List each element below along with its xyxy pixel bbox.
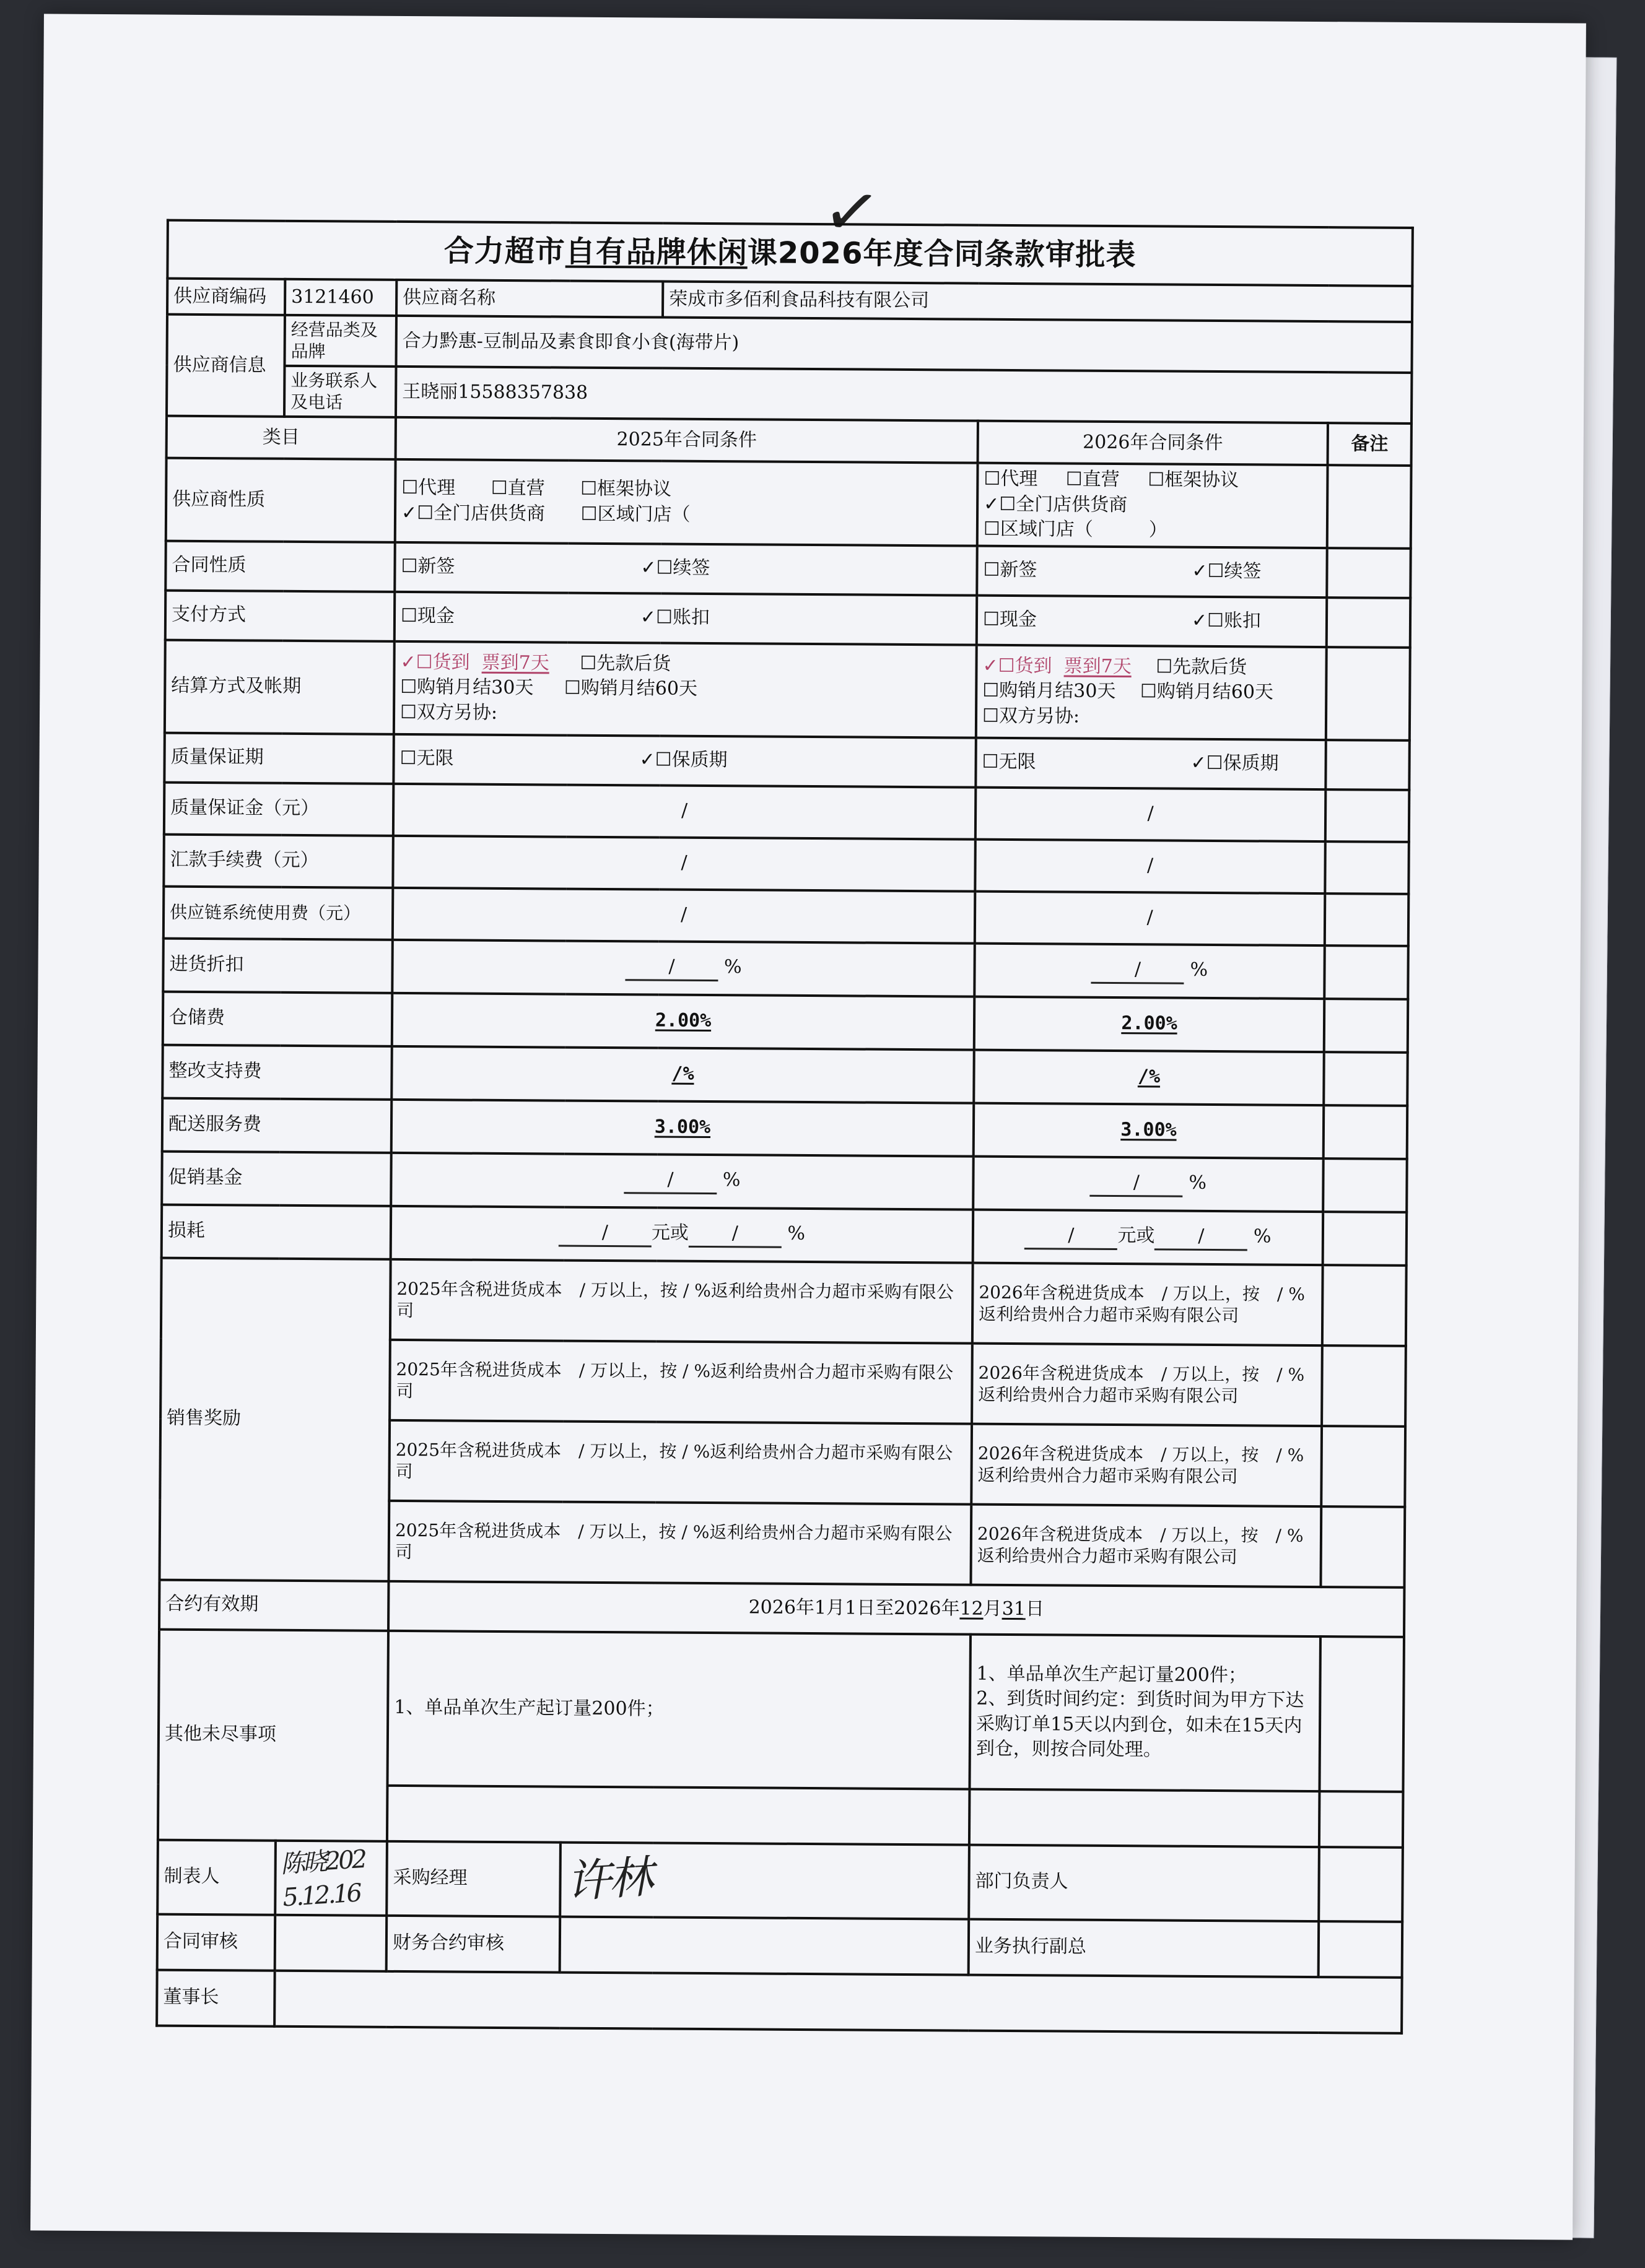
title-separator: 课 <box>747 235 779 271</box>
option-on-arrival: ☐货到 <box>416 651 470 674</box>
reward-2026-tier: 2026年含税进货成本 / 万以上，按 / %返利给贵州合力超市采购有限公司 <box>972 1343 1322 1425</box>
remark-cell <box>1327 597 1411 648</box>
column-header-2026: 2026年合同条件 <box>978 421 1328 465</box>
other-2026: 1、单品单次生产起订量200件； 2、到货时间约定：到货时间为甲方下达采购订单15天以内到仓，如未在15天内到仓，则按合同处理。 <box>969 1634 1320 1791</box>
nature-2026 <box>977 463 1328 548</box>
category-brand-label: 经营品类及品牌 <box>284 315 396 367</box>
reward-2025-tier: 2025年含税进货成本 / 万以上，按 / %返利给贵州合力超市采购有限公司 <box>389 1420 972 1504</box>
percent-unit: % <box>1253 1225 1272 1248</box>
option-invoice-7-days: 票到7天 <box>1063 655 1132 677</box>
validity-month: 12 <box>959 1597 984 1620</box>
row-label-settlement: 结算方式及帐期 <box>165 640 395 734</box>
reward-2026-tier: 2026年含税进货成本 / 万以上，按 / %返利给贵州合力超市采购有限公司 <box>972 1262 1323 1345</box>
option-shelf-life: ☐保质期 <box>1206 752 1279 775</box>
discount-2026 <box>974 943 1325 998</box>
percent-unit: % <box>723 955 742 978</box>
validity-day: 31 <box>1001 1598 1026 1620</box>
remark-cell <box>1322 1345 1406 1427</box>
dept-head-signature-cell <box>1319 1847 1403 1922</box>
row-label-payment: 支付方式 <box>165 590 395 641</box>
remark-cell <box>1321 1426 1405 1507</box>
option-renew: ☐续签 <box>656 557 710 580</box>
contact-label: 业务联系人及电话 <box>284 366 396 417</box>
percent-unit: % <box>1190 958 1208 981</box>
remark-cell <box>1320 1506 1405 1588</box>
remark-cell <box>1324 945 1408 999</box>
supplier-info-label: 供应商信息 <box>167 315 285 417</box>
option-agent: ☐代理 <box>984 467 1038 490</box>
loss-or-text: 元或 <box>651 1222 689 1244</box>
rectify-value: /% <box>1137 1066 1161 1088</box>
tick-mark: ✓ <box>639 749 655 771</box>
quality-period-2025 <box>393 734 975 787</box>
tick-mark: ✓ <box>1191 610 1208 632</box>
row-label-nature: 供应商性质 <box>166 458 396 542</box>
option-cash: ☐现金 <box>982 608 1037 631</box>
option-other-agreement: ☐双方另协: <box>982 705 1080 728</box>
option-regional-stores: ☐区域门店（ <box>580 503 691 526</box>
delivery-value: 3.00% <box>654 1116 711 1139</box>
option-prepay: ☐先款后货 <box>580 652 671 675</box>
row-label-rectify: 整改支持费 <box>162 1045 392 1099</box>
row-label-validity: 合约有效期 <box>159 1579 388 1630</box>
remark-cell <box>1324 1105 1408 1159</box>
remark-cell <box>1323 1158 1407 1212</box>
percent-unit: % <box>722 1168 741 1191</box>
row-label-reward: 销售奖励 <box>160 1258 391 1581</box>
row-label-supply-chain-fee: 供应链系统使用费（元） <box>164 886 393 939</box>
quality-deposit-2026: / <box>975 787 1326 841</box>
supplier-code-label: 供应商编码 <box>167 279 285 315</box>
rectify-2025 <box>391 1046 974 1103</box>
validity-month-unit: 月 <box>983 1597 1002 1620</box>
chairman-label: 董事长 <box>157 1970 275 2026</box>
supply-chain-fee-2025: / <box>393 887 975 943</box>
tick-mark: ✓ <box>401 502 417 524</box>
finance-review-label: 财务合约审核 <box>386 1915 561 1972</box>
loss-amount: / <box>559 1220 652 1247</box>
quality-deposit-2025: / <box>393 783 975 839</box>
remark-cell <box>1326 647 1410 741</box>
percent-unit: % <box>787 1222 806 1245</box>
option-monthly-60: ☐购销月结60天 <box>1140 680 1274 703</box>
option-framework: ☐框架协议 <box>580 477 672 500</box>
nature-2025 <box>395 459 978 545</box>
payment-2025 <box>395 591 977 645</box>
remark-cell <box>1319 1791 1403 1848</box>
delivery-2025 <box>391 1099 974 1156</box>
maker-signature: 陈晓2025.12.16 <box>279 1844 366 1912</box>
contact-value: 王晓丽15588357838 <box>396 367 1412 424</box>
contract-review-label: 合同审核 <box>157 1914 276 1970</box>
contract-2026 <box>977 545 1327 597</box>
loss-2025 <box>391 1206 974 1262</box>
column-header-2025: 2025年合同条件 <box>396 417 978 463</box>
other-2025: 1、单品单次生产起订量200件； <box>387 1630 971 1789</box>
option-regional-stores: ☐区域门店（ ） <box>983 518 1167 541</box>
contract-review-signature-cell <box>275 1914 387 1971</box>
option-prepay: ☐先款后货 <box>1156 656 1247 679</box>
loss-2026 <box>973 1209 1324 1264</box>
purchase-manager-signature-cell <box>560 1842 969 1919</box>
remark-cell <box>1325 789 1410 842</box>
row-label-storage: 仓储费 <box>163 991 393 1046</box>
option-invoice-7-days: 票到7天 <box>481 651 549 674</box>
payment-2026 <box>977 595 1327 646</box>
reward-2025-tier: 2025年含税进货成本 / 万以上，按 / %返利给贵州合力超市采购有限公司 <box>390 1339 972 1423</box>
storage-value: 2.00% <box>655 1009 712 1032</box>
settlement-2026 <box>976 645 1327 739</box>
remark-cell <box>1325 841 1409 894</box>
option-direct: ☐直营 <box>1065 468 1120 491</box>
option-direct: ☐直营 <box>491 477 545 500</box>
supplier-name-value: 荣成市多佰利食品科技有限公司 <box>663 282 1412 322</box>
row-label-contract: 合同性质 <box>165 541 395 591</box>
remit-fee-2026: / <box>975 839 1325 893</box>
option-all-stores: ☐全门店供货商 <box>417 502 546 525</box>
loss-percent: / <box>689 1221 782 1248</box>
remark-cell <box>1319 1636 1404 1792</box>
row-label-quality-deposit: 质量保证金（元） <box>164 782 394 835</box>
storage-value: 2.00% <box>1121 1012 1177 1035</box>
category-brand-value: 合力黔惠-豆制品及素食即食小食(海带片) <box>396 316 1412 373</box>
option-other-agreement: ☐双方另协: <box>399 701 498 724</box>
quality-period-2026 <box>975 737 1325 789</box>
remit-fee-2025: / <box>393 835 975 891</box>
tick-mark: ✓ <box>400 651 416 673</box>
delivery-value: 3.00% <box>1120 1119 1177 1141</box>
validity-day-unit: 日 <box>1025 1598 1044 1620</box>
loss-or-text: 元或 <box>1117 1224 1155 1247</box>
option-deduction: ☐账扣 <box>655 606 710 629</box>
maker-label: 制表人 <box>157 1840 276 1914</box>
tick-mark: ✓ <box>982 654 998 677</box>
other-2025-blank <box>387 1785 970 1844</box>
row-label-promo: 促销基金 <box>162 1151 391 1206</box>
remark-cell <box>1324 999 1408 1053</box>
rectify-2026 <box>974 1049 1324 1105</box>
tick-mark: ✓ <box>640 606 657 628</box>
title-prefix: 合力超市 <box>443 233 566 269</box>
loss-amount: / <box>1024 1223 1117 1250</box>
title-suffix: 2026年度合同条款审批表 <box>777 235 1137 272</box>
remark-cell <box>1325 740 1410 790</box>
handwritten-check-mark: ✓ <box>818 168 886 256</box>
settlement-2025 <box>394 641 977 737</box>
discount-2025 <box>392 939 975 996</box>
remark-cell <box>1325 893 1409 946</box>
tick-mark: ✓ <box>640 557 657 579</box>
option-new: ☐新签 <box>983 558 1037 581</box>
dept-head-label: 部门负责人 <box>969 1844 1319 1921</box>
supply-chain-fee-2026: / <box>975 891 1325 945</box>
row-label-other: 其他未尽事项 <box>158 1629 388 1841</box>
column-header-remark: 备注 <box>1328 423 1412 466</box>
row-label-remit-fee: 汇款手续费（元） <box>164 834 393 887</box>
loss-percent: / <box>1154 1223 1247 1251</box>
tick-mark: ✓ <box>1192 560 1208 583</box>
option-monthly-30: ☐购销月结30天 <box>982 679 1116 703</box>
option-unlimited: ☐无限 <box>399 747 454 770</box>
promo-value: / <box>1090 1170 1183 1197</box>
maker-signature-cell <box>275 1840 387 1915</box>
option-agent: ☐代理 <box>401 477 456 499</box>
purchase-manager-label: 采购经理 <box>386 1841 561 1916</box>
validity-value <box>388 1581 1405 1636</box>
delivery-2026 <box>974 1103 1324 1158</box>
vp-label: 业务执行副总 <box>969 1919 1319 1976</box>
reward-2026-tier: 2026年含税进货成本 / 万以上，按 / %返利给贵州合力超市采购有限公司 <box>971 1504 1321 1586</box>
form-title <box>167 220 1413 286</box>
row-label-discount: 进货折扣 <box>163 938 393 993</box>
tick-mark: ✓ <box>1190 752 1206 775</box>
promo-2025 <box>391 1152 974 1209</box>
discount-value: / <box>625 954 718 981</box>
contract-2025 <box>395 542 977 595</box>
remark-cell <box>1327 465 1412 548</box>
storage-2025 <box>392 993 975 1049</box>
form-sheet <box>30 14 1586 2240</box>
approval-form <box>155 219 1412 2035</box>
remark-cell <box>1327 548 1411 598</box>
option-monthly-60: ☐购销月结60天 <box>564 677 698 700</box>
option-all-stores: ☐全门店供货商 <box>999 493 1128 516</box>
supplier-code-value: 3121460 <box>285 279 396 316</box>
option-monthly-30: ☐购销月结30天 <box>400 676 534 699</box>
supplier-name-label: 供应商名称 <box>396 280 663 318</box>
row-label-delivery: 配送服务费 <box>162 1098 392 1152</box>
purchase-manager-signature: 许林 <box>564 1850 653 1908</box>
column-header-category: 类目 <box>167 416 396 459</box>
chairman-signature-cell <box>274 1970 1402 2033</box>
row-label-quality-period: 质量保证期 <box>164 732 393 783</box>
discount-value: / <box>1091 957 1184 984</box>
option-deduction: ☐账扣 <box>1206 610 1262 632</box>
remark-cell <box>1323 1212 1407 1266</box>
storage-2026 <box>974 996 1325 1051</box>
promo-2026 <box>973 1156 1324 1211</box>
reward-2025-tier: 2025年含税进货成本 / 万以上，按 / %返利给贵州合力超市采购有限公司 <box>389 1500 972 1584</box>
option-new: ☐新签 <box>401 555 455 578</box>
option-renew: ☐续签 <box>1207 560 1262 583</box>
option-cash: ☐现金 <box>400 605 455 627</box>
percent-unit: % <box>1189 1171 1207 1194</box>
option-unlimited: ☐无限 <box>982 750 1036 773</box>
reward-2025-tier: 2025年含税进货成本 / 万以上，按 / %返利给贵州合力超市采购有限公司 <box>390 1259 973 1343</box>
remark-cell <box>1322 1265 1407 1346</box>
rectify-value: /% <box>671 1062 694 1085</box>
finance-review-signature-cell <box>560 1916 969 1975</box>
approval-table <box>155 219 1414 2035</box>
option-framework: ☐框架协议 <box>1148 469 1239 492</box>
validity-start: 2026年1月1日至2026年 <box>748 1596 960 1620</box>
promo-value: / <box>624 1167 717 1194</box>
row-label-loss: 损耗 <box>162 1204 391 1259</box>
title-department: 自有品牌休闲 <box>565 234 748 270</box>
option-on-arrival: ☐货到 <box>998 654 1052 677</box>
remark-cell <box>1324 1052 1408 1106</box>
reward-2026-tier: 2026年含税进货成本 / 万以上，按 / %返利给贵州合力超市采购有限公司 <box>971 1423 1322 1506</box>
tick-mark: ✓ <box>984 493 1000 515</box>
other-2026-blank <box>969 1789 1320 1846</box>
vp-signature-cell <box>1319 1921 1403 1978</box>
option-shelf-life: ☐保质期 <box>655 749 728 771</box>
